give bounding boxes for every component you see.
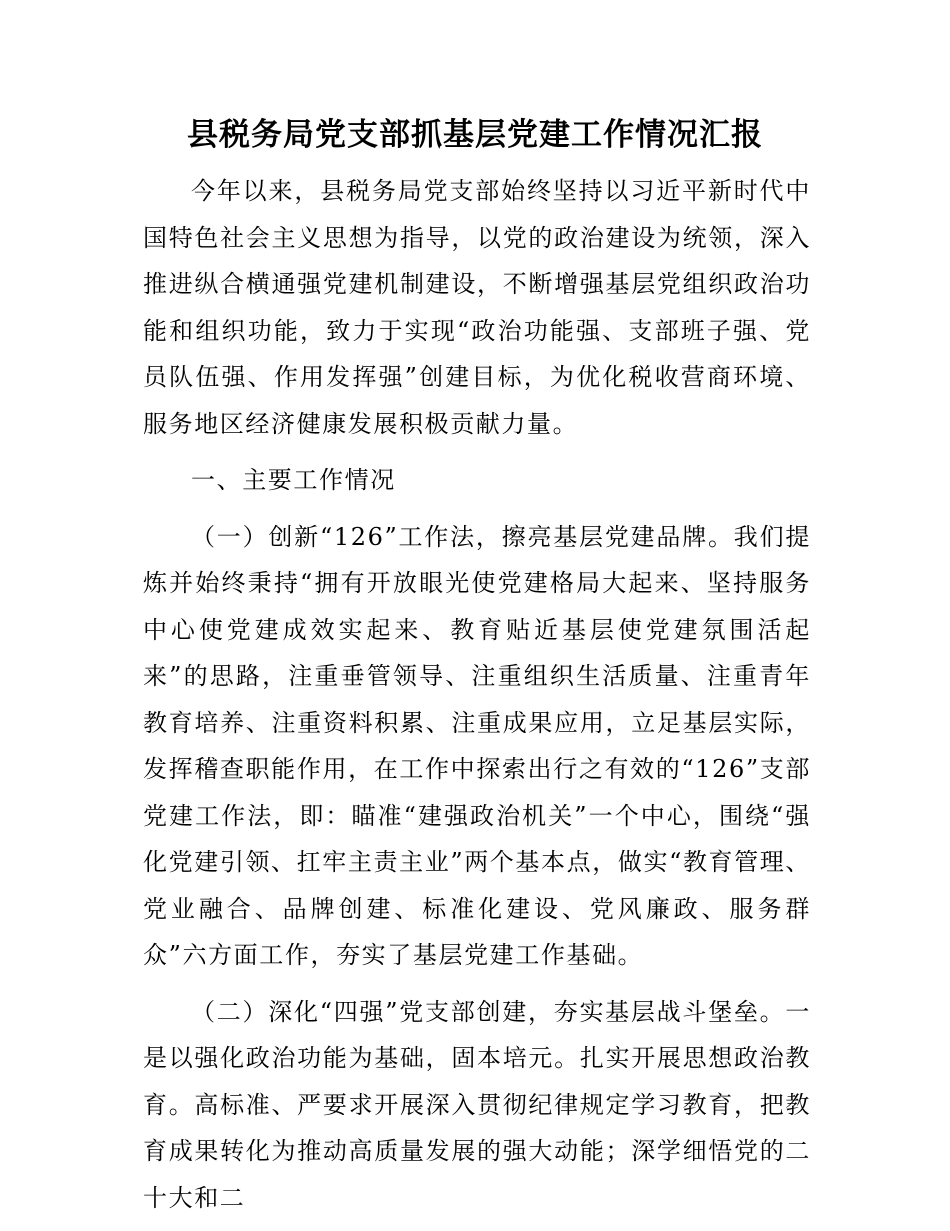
document-body — [143, 168, 811, 1231]
intro-paragraph: 今年以来，县税务局党支部始终坚持以习近平新时代中国特色社会主义思想为指导，以党的政治建设为统领，深入推进纵合横通强党建机制建设，不断增强基层党组织政治功能和组织功能，致力于实现“政治功能强、支部班子强、党员队伍强、作用发挥强”创建目标，为优化税收营商环境、服务地区经济健康发展积极贡献力量。 — [143, 177, 811, 438]
paragraph-four-strong: （二）深化“四强”党支部创建，夯实基层战斗堡垒。一是以强化政治功能为基础，固本培元。扎实开展思想政治教育。高标准、严要求开展深入贯彻纪律规定学习教育，把教育成果转化为推动高质量发展的强大动能；深学细悟党的二十大和二 — [143, 997, 811, 1212]
paragraph-126-method: （一）创新“126”工作法，擦亮基层党建品牌。我们提炼并始终秉持“拥有开放眼光使党建格局大起来、坚持服务中心使党建成效实起来、教育贴近基层使党建氛围活起来”的思路，注重垂管领导、注重组织生活质量、注重青年教育培养、注重资料积累、注重成果应用，立足基层实际，发挥稽查职能作用，在工作中探索出行之有效的“126”支部党建工作法，即：瞄准“建强政治机关”一个中心，围绕“强化党建引领、扛牢主责主业”两个基本点，做实“教育管理、党业融合、品牌创建、标准化建设、党风廉政、服务群众”六方面工作，夯实了基层党建工作基础。 — [143, 522, 811, 969]
section-heading-main-work: 一、主要工作情况 — [191, 466, 396, 494]
document-title: 县税务局党支部抓基层党建工作情况汇报 — [187, 117, 763, 153]
